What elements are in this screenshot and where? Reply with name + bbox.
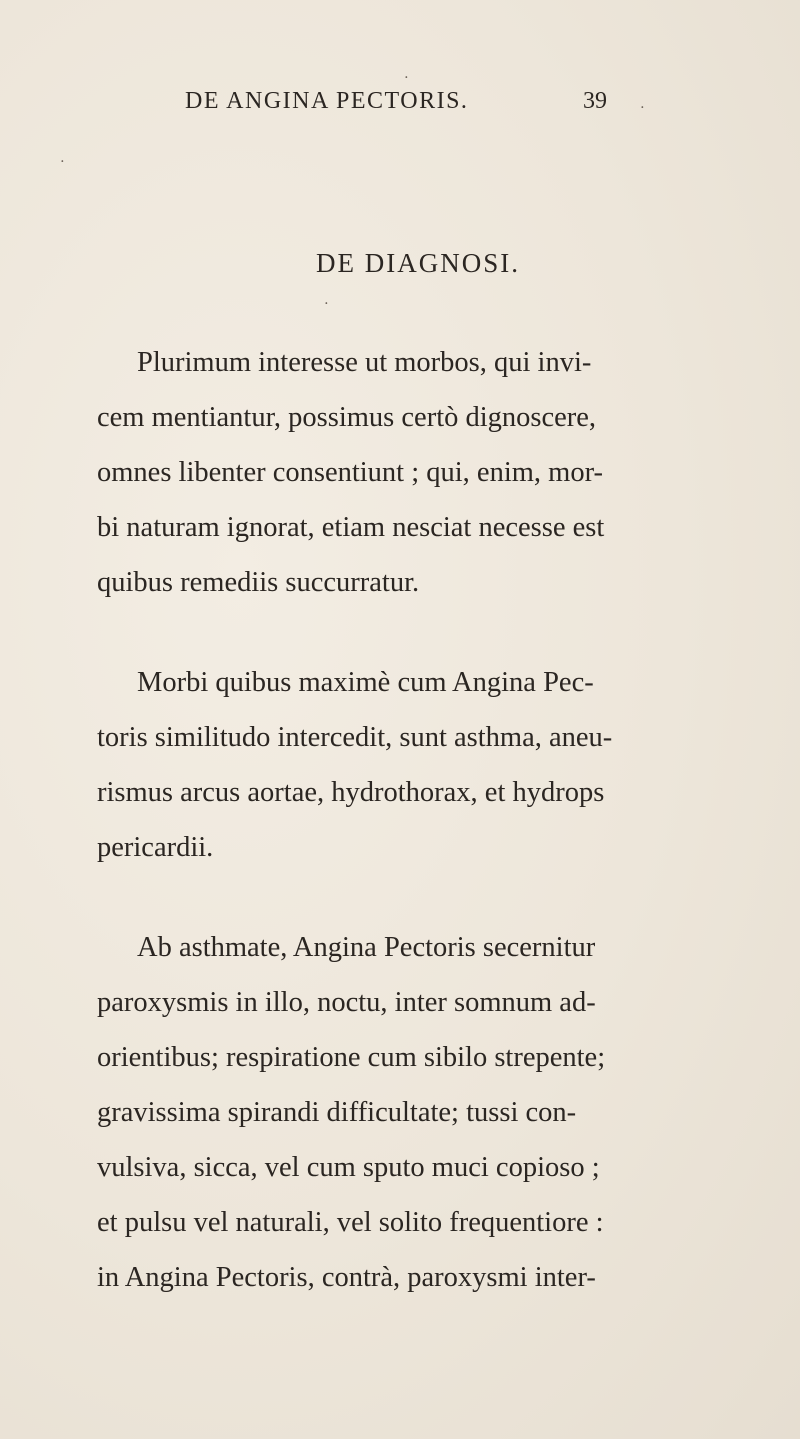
text-line: omnes libenter consentiunt ; qui, enim, mor- [97,457,604,488]
text-line: quibus remediis succurratur. [97,567,420,598]
text-line: cem mentiantur, possimus certò dignoscere, [97,402,597,433]
text-line: Morbi quibus maximè cum Angina Pec- [137,667,594,698]
running-title: DE ANGINA PECTORIS. [185,88,469,114]
paragraph-gap [97,875,657,920]
ink-speck: ․ [640,97,645,112]
paragraph-gap [97,610,657,655]
ink-speck: ․ [324,293,329,308]
text-line: Ab asthmate, Angina Pectoris secernitur [137,932,596,963]
text-line: pericardii. [97,832,214,863]
page-number: 39 [583,88,607,114]
ink-speck: ․ [60,151,65,166]
text-line: bi naturam ignorat, etiam nesciat necesse est [97,512,605,543]
ink-speck: ․ [404,67,409,82]
body-text [97,335,657,1305]
text-line: Plurimum interesse ut morbos, qui invi- [137,347,592,378]
text-line: orientibus; respiratione cum sibilo strepente; [97,1042,606,1073]
text-line: gravissima spirandi difficultate; tussi con- [97,1097,577,1128]
text-line: toris similitudo intercedit, sunt asthma, aneu- [97,722,613,753]
text-line: et pulsu vel naturali, vel solito frequentiore : [97,1207,604,1238]
running-head [0,88,800,118]
text-line: vulsiva, sicca, vel cum sputo muci copioso ; [97,1152,600,1183]
text-line: in Angina Pectoris, contrà, paroxysmi inter- [97,1262,596,1293]
section-heading: DE DIAGNOSI. [316,248,520,278]
text-line: paroxysmis in illo, noctu, inter somnum ad- [97,987,596,1018]
text-line: rismus arcus aortae, hydrothorax, et hydrops [97,777,605,808]
